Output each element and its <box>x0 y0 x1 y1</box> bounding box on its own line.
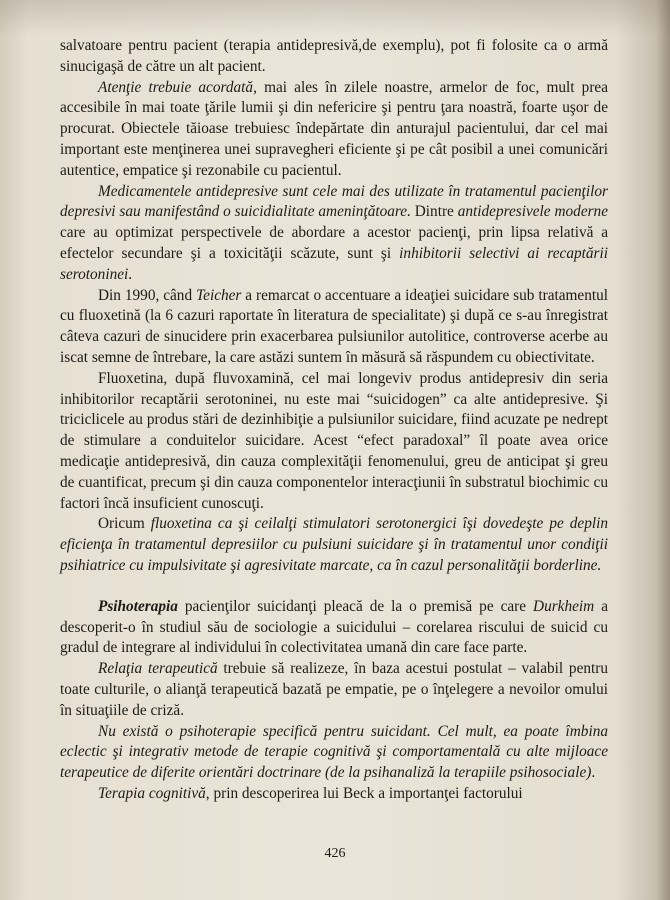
emphasized-text: Relaţia terapeutică <box>98 660 218 678</box>
text-run: Dintre <box>410 203 458 221</box>
emphasized-text: Atenţie trebuie acordată <box>98 78 254 96</box>
text-run: . <box>591 764 596 782</box>
text-run: pacienţilor suicidanţi pleacă de la o premisă pe care <box>177 597 534 615</box>
text-run: a remarcat o accentuare a ideaţiei suicidare sub tratamentul cu fluoxetină (la 6 cazuri raportate în literatura de specialitate) şi după ce s-au înregistrat câteva cazuri de sinucidere prin exacerbarea pulsiunilor autolitice, controverse acerbe au iscat semne de întrebare, la care astăzi suntem în măsură să răspundem cu obiectivitate. <box>60 286 609 366</box>
text-run: . <box>128 265 133 283</box>
emphasized-text: Terapia cognitivă <box>98 784 206 802</box>
page-number: 426 <box>324 846 346 861</box>
text-run: Oricum <box>98 515 151 533</box>
page-top-shadow <box>0 0 670 36</box>
text-run: , prin descoperirea lui Beck a importanţei factorului <box>205 784 523 802</box>
text-run: Fluoxetina, după fluvoxamină, cel mai longeviv produs antidepresiv din seria inhibitorilor recaptării serotoninei, nu este mai “suicidogen” ca alte antidepresive. Şi triciclicele au produs stări de dezinhibiţie a pulsiunilor suicidare, fiind acuzate pe nedrept de stimulare a conduitelor suicidare. Acest “efect paradoxal” îl poate avea orice medicaţie antidepresivă, din cauza complexităţii fenomenului, greu de anticipat şi greu de cuantificat, precum şi din cauza componentelor interacţiunii în substratul biochimic cu factori încă insuficient cunoscuţi. <box>60 369 608 512</box>
page-binding-shadow <box>656 0 670 900</box>
emphasized-text: inhibitorii selectivi ai recaptării serotoninei <box>60 244 608 283</box>
paragraph <box>60 78 608 182</box>
text-run: care au optimizat perspectivele de abordare a acestor pacienţi, prin lipsa relativă a efectelor secundare şi a toxicităţii scăzute, sunt şi <box>60 224 608 262</box>
paragraph <box>60 659 608 721</box>
emphasized-text: Psihoterapia <box>98 597 178 615</box>
emphasized-text: Nu există o psihoterapie specifică pentru suicidant. Cel mult, ea poate îmbina eclectic şi integrativ metode de terapie cognitivă şi comportamentală cu alte mijloace terapeutice de diferite orientări doctrinare (de la psihanaliză la terapiile psihosociale) <box>60 722 608 782</box>
emphasized-text: fluoxetina ca şi ceilalţi stimulatori serotonergici îşi dovedeşte pe deplin eficienţa în tratamentul depresiilor cu pulsiuni suicidare şi în tratamentul unor condiţii psihiatrice cu impulsivitate şi agresivitate marcate, ca în cazul personalităţii borderline. <box>60 515 608 574</box>
paragraph <box>60 514 608 576</box>
paragraph <box>60 784 608 805</box>
emphasized-text: Teicher <box>196 286 242 304</box>
paragraph <box>60 286 608 369</box>
emphasized-text: Durkheim <box>533 597 595 615</box>
body-text <box>60 36 608 805</box>
paragraph <box>60 597 608 659</box>
text-run: Din 1990, când <box>98 286 197 304</box>
text-run: , mai ales în zilele noastre, armelor de foc, mult prea accesibile în mai toate ţările lumii şi din nefericire şi pentru ţara noastră, foarte uşor de procurat. Obiectele tăioase trebuiesc îndepărtate din anturajul pacientului, dar cel mai important este menţinerea unei supravegheri eficiente şi pe cât posibil a unei comunicări autentice, empatice şi rezonabile cu pacientul. <box>60 78 608 179</box>
emphasized-text: Medicamentele antidepresive sunt cele mai des utilizate în tratamentul pacienţilor depresivi sau manifestând o suicidialitate ameninţătoare. <box>60 182 608 221</box>
paragraph <box>60 36 608 78</box>
text-run: trebuie să realizeze, în baza acestui postulat – valabil pentru toate culturile, o alianţă terapeutică bazată pe empatie, pe o înţelegere a nevoilor omului în situaţiile de criză. <box>60 660 608 719</box>
paragraph <box>60 182 608 286</box>
paragraph <box>60 369 608 515</box>
text-run: salvatoare pentru pacient (terapia antidepresivă,de exemplu), pot fi folosite ca o armă sinucigaşă de către un alt pacient. <box>60 37 608 75</box>
text-run: a descoperit-o în studiul său de sociologie a suicidului – corelarea riscului de suicid cu gradul de integrare al individului în colectivitatea umană din care face parte. <box>60 597 608 657</box>
paragraph <box>60 722 608 784</box>
emphasized-text: antidepresivele moderne <box>457 203 608 221</box>
